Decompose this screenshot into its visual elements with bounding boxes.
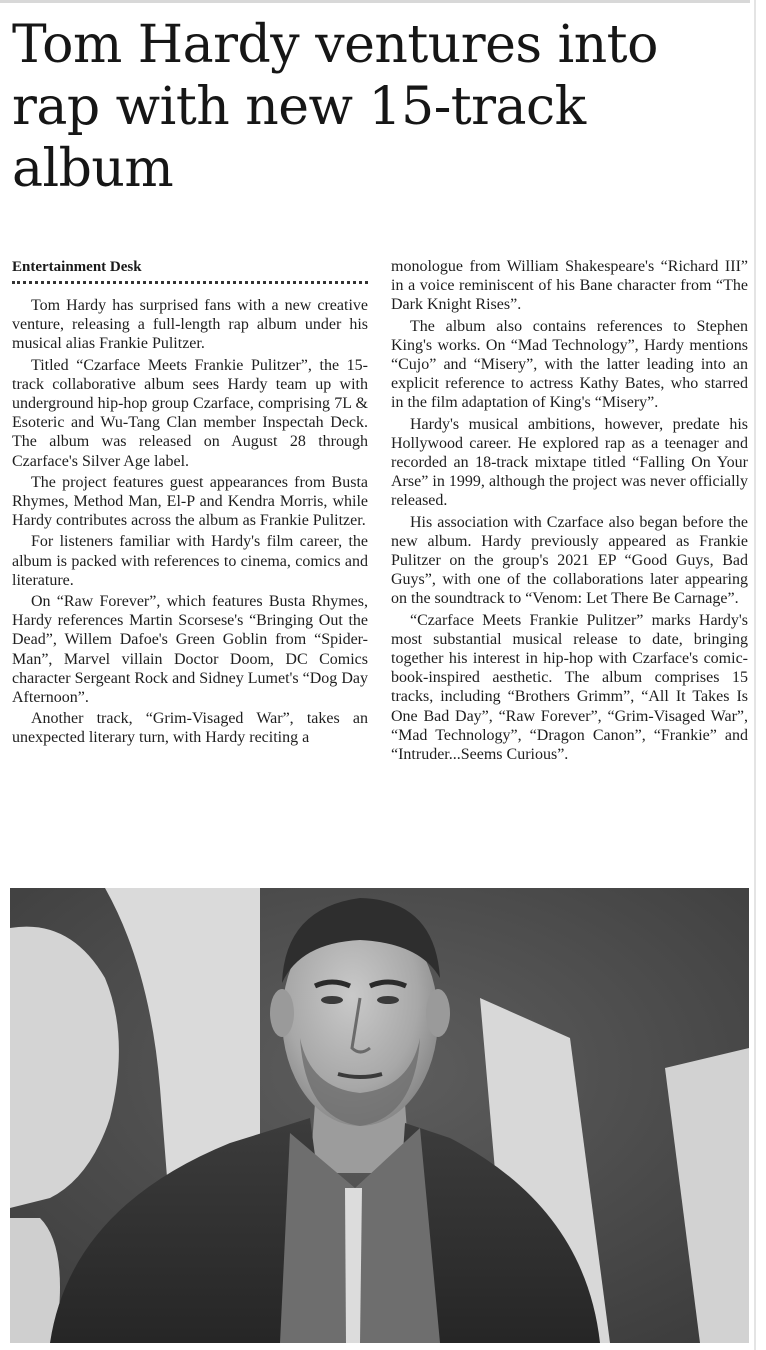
paragraph: Hardy's musical ambitions, however, predate his Hollywood career. He explored rap as a teenager and recorded an 18-track mixtape titled “Falling On Your Arse” in 1999, although the project was never officially released.	[391, 415, 748, 510]
paragraph: “Czarface Meets Frankie Pulitzer” marks Hardy's most substantial musical release to date, bringing together his interest in hip-hop with Czarface's comic-book-inspired aesthetic. The album comprises 15 tracks, including “Brothers Grimm”, “All It Takes Is One Bad Day”, “Raw Forever”, “Grim-Visaged War”, “Mad Technology”, “Dragon Canon”, “Frankie” and “Intruder...Seems Curious”.	[391, 611, 748, 764]
article-photo	[10, 888, 749, 1343]
paragraph: Another track, “Grim-Visaged War”, takes an unexpected literary turn, with Hardy reciting a	[12, 710, 368, 747]
headline: Tom Hardy ventures into rap with new 15-track album	[12, 15, 658, 199]
paragraph: His association with Czarface also began before the new album. Hardy previously appeared as Frankie Pulitzer on the group's 2021 EP “Good Guys, Bad Guys”, with one of the collaborations later appearing on the soundtrack to “Venom: Let There Be Carnage”.	[391, 513, 748, 608]
paragraph: Tom Hardy has surprised fans with a new creative venture, releasing a full-length rap album under his musical alias Frankie Pulitzer.	[12, 297, 368, 353]
top-border	[0, 0, 750, 3]
paragraph: Titled “Czarface Meets Frankie Pulitzer”, the 15-track collaborative album sees Hardy team up with underground hip-hop group Czarface, comprising 7L & Esoteric and Wu-Tang Clan member Inspectah Deck. The album was released on August 28 through Czarface's Silver Age label.	[12, 356, 368, 470]
article-column-right	[391, 257, 748, 766]
article-column-left	[12, 257, 368, 750]
paragraph: For listeners familiar with Hardy's film career, the album is packed with references to cinema, comics and literature.	[12, 533, 368, 589]
byline: Entertainment Desk	[12, 257, 368, 284]
right-border	[754, 0, 756, 1350]
portrait-photo-illustration	[10, 888, 749, 1343]
paragraph: The project features guest appearances from Busta Rhymes, Method Man, El-P and Kendra Morris, while Hardy contributes across the album as Frankie Pulitzer.	[12, 473, 368, 530]
paragraph: The album also contains references to Stephen King's works. On “Mad Technology”, Hardy mentions “Cujo” and “Misery”, with the latter leading into an explicit reference to actress Kathy Bates, who starred in the film adaptation of King's “Misery”.	[391, 317, 748, 412]
paragraph: monologue from William Shakespeare's “Richard III” in a voice reminiscent of his Bane character from “The Dark Knight Rises”.	[391, 258, 748, 314]
paragraph: On “Raw Forever”, which features Busta Rhymes, Hardy references Martin Scorsese's “Bringing Out the Dead”, Willem Dafoe's Green Goblin from “Spider-Man”, Marvel villain Doctor Doom, DC Comics character Sergeant Rock and Sidney Lumet's “Dog Day Afternoon”.	[12, 593, 368, 707]
